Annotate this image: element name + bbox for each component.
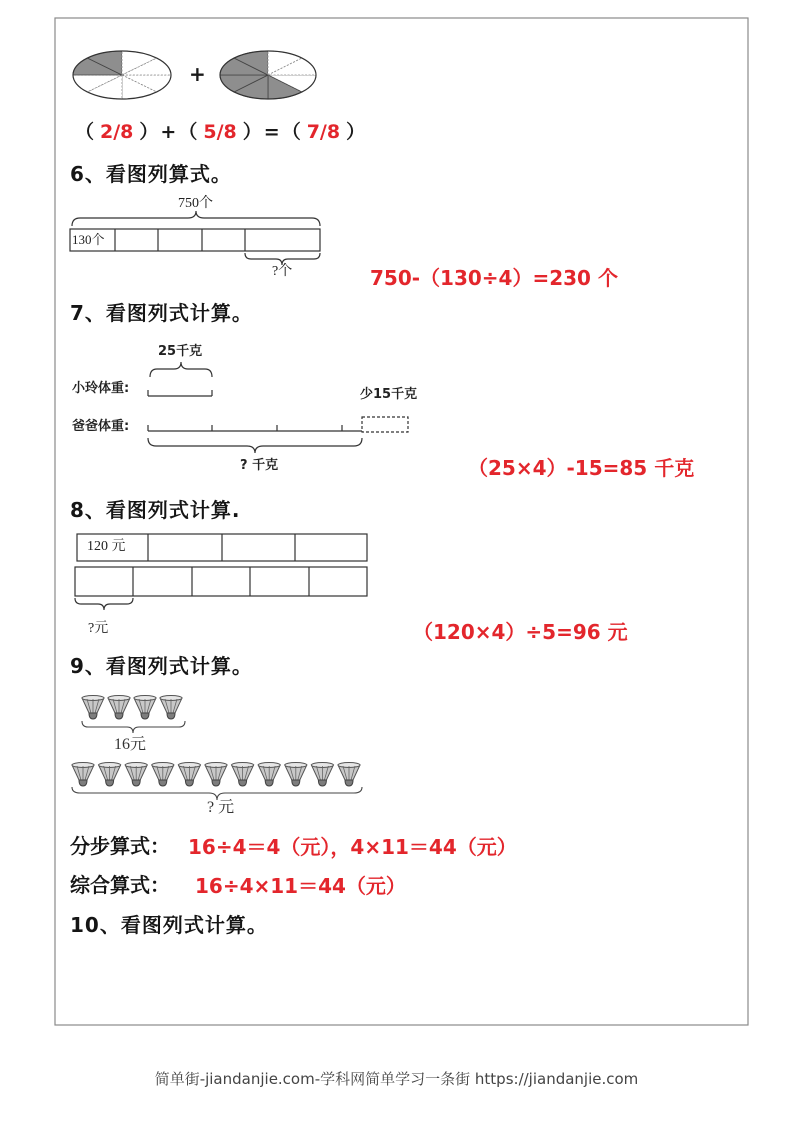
part-label: 120 元 <box>87 539 126 554</box>
fraction-c: 7/8 <box>306 121 341 143</box>
shuttlecock-cork <box>159 780 167 786</box>
problem6-diagram <box>70 211 320 265</box>
shuttlecock-icon <box>205 763 227 787</box>
fraction-b: 5/8 <box>203 121 237 143</box>
shuttlecock-icon <box>160 696 182 720</box>
shuttlecock-group-row <box>82 696 182 720</box>
dad-label: 爸爸体重: <box>72 419 130 434</box>
unknown-label: ? 千克 <box>240 458 279 473</box>
shuttlecock-cork <box>318 780 326 786</box>
shuttlecock-cork <box>212 780 220 786</box>
fraction-sum <box>75 123 365 142</box>
combined-label: 综合算式： <box>70 873 170 897</box>
problem10-title: 10、看图列式计算。 <box>70 913 268 937</box>
group-brace <box>82 721 185 733</box>
footer-source: 简单街-jiandanjie.com-学科网简单学习一条街 https://jiandanjie.com <box>154 1070 639 1088</box>
shuttlecock-icon <box>258 763 280 787</box>
shuttlecock-cork <box>132 780 140 786</box>
plus-sign: + <box>160 121 177 143</box>
bottom-bar <box>75 567 367 596</box>
shuttlecock-cork <box>167 713 175 719</box>
problem6-answer: 750-（130÷4）=230 个 <box>370 266 618 290</box>
paren-close: ） <box>346 121 366 143</box>
paren-close: ） <box>139 121 159 143</box>
shuttlecock-cork <box>265 780 273 786</box>
total-brace <box>72 211 320 226</box>
shuttlecock-icon <box>338 763 360 787</box>
shuttlecock-cork <box>115 713 123 719</box>
unit-brace <box>150 362 212 377</box>
unknown-label: ?个 <box>272 264 293 279</box>
equals-sign: = <box>263 121 280 143</box>
problem7-answer: （25×4）-15=85 千克 <box>468 456 695 480</box>
pies-plus-sign: + <box>189 62 206 86</box>
paren-open: （ <box>281 121 301 143</box>
shuttlecock-icon <box>72 763 94 787</box>
problem9-title: 9、看图列式计算。 <box>70 654 253 678</box>
pie-left <box>73 51 171 99</box>
xiaoling-label: 小玲体重: <box>72 381 130 396</box>
shuttlecock-cork <box>141 713 149 719</box>
problem7-title: 7、看图列式计算。 <box>70 301 253 325</box>
shuttlecock-cork <box>106 780 114 786</box>
shuttlecock-icon <box>99 763 121 787</box>
paren-open: （ <box>178 121 198 143</box>
shuttlecock-icon <box>232 763 254 787</box>
step-answer: 16÷4＝4（元），4×11＝44（元） <box>188 835 517 859</box>
problem6-title: 6、看图列算式。 <box>70 162 232 186</box>
shuttlecock-cork <box>185 780 193 786</box>
shuttlecock-icon <box>152 763 174 787</box>
less-label: 少15千克 <box>360 387 418 402</box>
paren-close: ） <box>242 121 262 143</box>
problem7-diagram <box>148 362 408 453</box>
part-label: 130个 <box>72 232 105 247</box>
problem8-answer: （120×4）÷5=96 元 <box>413 620 628 644</box>
shuttlecock-icon <box>82 696 104 720</box>
shuttlecock-cork <box>79 780 87 786</box>
unit-label: 25千克 <box>158 344 203 359</box>
pie-right <box>220 51 316 99</box>
shuttlecock-icon <box>134 696 156 720</box>
group-label: 16元 <box>114 736 147 753</box>
shuttlecock-cork <box>345 780 353 786</box>
shuttlecock-cork <box>89 713 97 719</box>
fraction-a: 2/8 <box>100 121 134 143</box>
shuttlecock-icon <box>285 763 307 787</box>
shuttlecock-icon <box>125 763 147 787</box>
shuttlecock-cork <box>239 780 247 786</box>
shuttlecock-cork <box>292 780 300 786</box>
less-dashed-box <box>362 417 408 432</box>
unknown-label: ? 元 <box>207 799 235 816</box>
shuttlecock-total-row <box>72 763 360 787</box>
total-label: 750个 <box>178 196 213 211</box>
combined-answer: 16÷4×11＝44（元） <box>195 874 406 898</box>
quantity-bar <box>70 229 320 251</box>
unknown-brace <box>75 598 133 610</box>
total-brace <box>148 438 362 453</box>
unknown-label: ?元 <box>88 621 109 636</box>
shuttlecock-icon <box>108 696 130 720</box>
paren-open: （ <box>75 121 95 143</box>
shuttlecock-icon <box>311 763 333 787</box>
shuttlecock-icon <box>178 763 200 787</box>
problem9-braces <box>72 721 362 800</box>
step-label: 分步算式： <box>70 834 170 858</box>
problem8-title: 8、看图列式计算. <box>70 498 241 522</box>
